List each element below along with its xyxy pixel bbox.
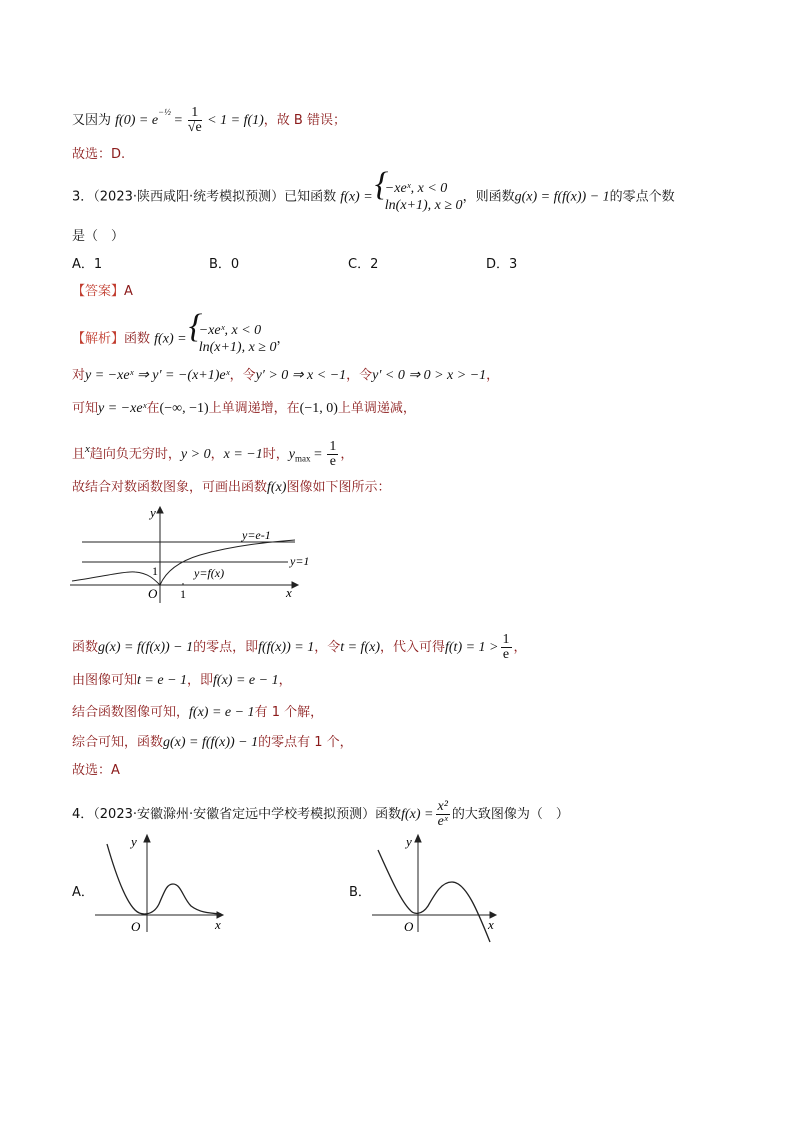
text: 由图像可知	[72, 673, 138, 688]
step-6	[72, 672, 292, 690]
text: 的零点个数	[609, 189, 675, 205]
q4-option-a-label[interactable]: A．	[72, 885, 94, 900]
question-3-line-2: 是（ ）	[72, 229, 125, 244]
text: 的零点有 1 个，	[258, 735, 353, 750]
fraction	[436, 800, 450, 829]
math: x	[85, 443, 90, 455]
math: f(t) = 1 >	[445, 640, 499, 655]
step-4	[72, 479, 390, 497]
case-2: ln(x+1), x ≥ 0	[198, 340, 277, 355]
text: ，令	[346, 368, 373, 383]
text: 上单调递减，	[337, 401, 416, 416]
x-axis-arrow	[292, 582, 298, 588]
math: f(x) =	[340, 189, 373, 205]
text: 有 1 个解，	[254, 705, 324, 720]
x-axis-label: x	[215, 917, 221, 932]
origin-label: O	[148, 586, 158, 601]
answer-value: A	[124, 284, 133, 299]
analysis-label: 【解析】	[72, 331, 125, 347]
x-axis-label: x	[488, 917, 494, 932]
math: =	[170, 113, 186, 128]
y-axis-label: y	[131, 834, 137, 849]
curve	[107, 844, 221, 914]
step-5	[72, 633, 527, 662]
math: f(f(x)) = 1	[258, 640, 315, 655]
denominator: eˣ	[437, 814, 448, 829]
text: 时，	[262, 447, 289, 462]
question-4	[72, 800, 569, 829]
step-7	[72, 704, 323, 722]
text: ，令	[314, 640, 341, 655]
text: 图像如下图所示：	[286, 480, 391, 495]
option-c[interactable]: C．2	[348, 257, 379, 272]
numerator: 1	[188, 106, 202, 121]
text: ，令	[229, 368, 256, 383]
graph-option-b[interactable]	[372, 832, 512, 947]
text: 的零点，即	[193, 640, 259, 655]
subscript: max	[294, 453, 311, 464]
text: ，	[276, 331, 290, 347]
origin-label: O	[131, 919, 141, 934]
option-d[interactable]: D．3	[486, 257, 518, 272]
q4-option-b-label[interactable]: B．	[349, 885, 371, 900]
math: f(0) = e	[115, 113, 159, 128]
fraction	[188, 106, 202, 135]
numerator: 1	[502, 632, 510, 647]
text: ，即	[187, 673, 214, 688]
exponent: −½	[158, 106, 171, 117]
text: 可知	[72, 401, 99, 416]
math: t = f(x)	[340, 640, 380, 655]
curve-negative-branch	[72, 572, 160, 585]
y-axis-arrow	[144, 835, 150, 842]
label-y-1: y=1	[290, 554, 310, 568]
text: 趋向负无穷时，	[89, 447, 181, 462]
text: ，代入可得	[379, 640, 445, 655]
text: ，故 B 错误；	[263, 113, 346, 128]
step-3	[72, 440, 353, 469]
text: 对	[72, 368, 86, 383]
numerator: 1	[329, 439, 337, 454]
text: ，	[513, 640, 527, 655]
math: y = −xeˣ ⇒ y′ = −(x+1)eˣ	[85, 368, 230, 383]
math: =	[310, 447, 326, 462]
label-y-e-minus-1: y=e-1	[242, 528, 271, 542]
y-axis-arrow	[415, 835, 421, 842]
y-axis-label: y	[150, 505, 156, 520]
text: 上单调递增，在	[208, 401, 300, 416]
math: y′ < 0 ⇒ 0 > x > −1	[372, 368, 487, 383]
answer-label: 【答案】	[72, 284, 125, 299]
analysis-line	[72, 322, 289, 356]
math: f(x) =	[401, 807, 434, 822]
text: ，	[210, 447, 224, 462]
option-b[interactable]: B．0	[209, 257, 240, 272]
math: y′ > 0 ⇒ x < −1	[255, 368, 347, 383]
y-tick-1: 1	[152, 564, 158, 578]
curve	[378, 850, 490, 942]
x-tick-1: 1	[180, 587, 186, 601]
math: x = −1	[223, 447, 263, 462]
denominator: e	[329, 454, 336, 469]
text: 3．（2023·陕西咸阳·统考模拟预测）已知函数	[72, 189, 337, 205]
fraction	[327, 440, 338, 469]
text: 函数	[124, 331, 151, 347]
text: 函数	[72, 640, 99, 655]
text: ，	[486, 368, 500, 383]
graph-option-a[interactable]	[95, 832, 235, 937]
text: ，	[278, 673, 292, 688]
text: 综合可知，函数	[72, 735, 164, 750]
text: 结合函数图像可知，	[72, 705, 190, 720]
fraction	[501, 633, 512, 662]
case-2: ln(x+1), x ≥ 0	[384, 198, 463, 213]
math: g(x) = f(f(x)) − 1	[514, 189, 610, 205]
math: (−∞, −1)	[159, 401, 209, 416]
x-axis-label: x	[286, 585, 292, 600]
step-2	[72, 400, 416, 418]
text: ，	[340, 447, 354, 462]
function-graph	[70, 505, 320, 605]
text: 在	[146, 401, 160, 416]
case-1: { −xeˣ, x < 0	[198, 323, 262, 338]
math: g(x) = f(f(x)) − 1	[98, 640, 194, 655]
denominator: √e	[187, 120, 202, 135]
text: ，则函数	[462, 189, 515, 205]
text: 又因为	[72, 113, 112, 128]
text: 且	[72, 447, 86, 462]
text: 故结合对数函数图象，可画出函数	[72, 480, 268, 495]
question-3	[72, 180, 675, 214]
piecewise	[191, 322, 277, 356]
case-1: { −xeˣ, x < 0	[384, 181, 448, 196]
math: y = −xeˣ	[98, 401, 147, 416]
math: (−1, 0)	[299, 401, 338, 416]
math: f(x) = e − 1	[213, 673, 279, 688]
numerator: x²	[437, 799, 448, 814]
math: y > 0	[180, 447, 211, 462]
y-axis-label: y	[406, 834, 412, 849]
line-choose-d: 故选：D.	[72, 147, 126, 162]
math: t = e − 1	[137, 673, 188, 688]
line-choose-a: 故选：A	[72, 763, 120, 778]
denominator: e	[502, 647, 510, 662]
origin-label: O	[404, 919, 414, 934]
math: f(x) =	[154, 331, 187, 347]
y-axis-arrow	[157, 507, 163, 513]
line-f0	[72, 106, 346, 135]
step-8	[72, 734, 353, 752]
piecewise	[377, 180, 463, 214]
text: 的大致图像为（ ）	[451, 807, 569, 822]
step-1	[72, 367, 499, 385]
answer-line	[72, 283, 133, 301]
math: y	[288, 447, 295, 462]
math: f(x)	[267, 480, 287, 495]
math: f(x) = e − 1	[189, 705, 255, 720]
option-a[interactable]: A．1	[72, 257, 103, 272]
text: 4．（2023·安徽滁州·安徽省定远中学校考模拟预测）函数	[72, 807, 402, 822]
label-curve: y=f(x)	[194, 566, 225, 580]
math: < 1 = f(1)	[203, 113, 264, 128]
math: g(x) = f(f(x)) − 1	[163, 735, 259, 750]
